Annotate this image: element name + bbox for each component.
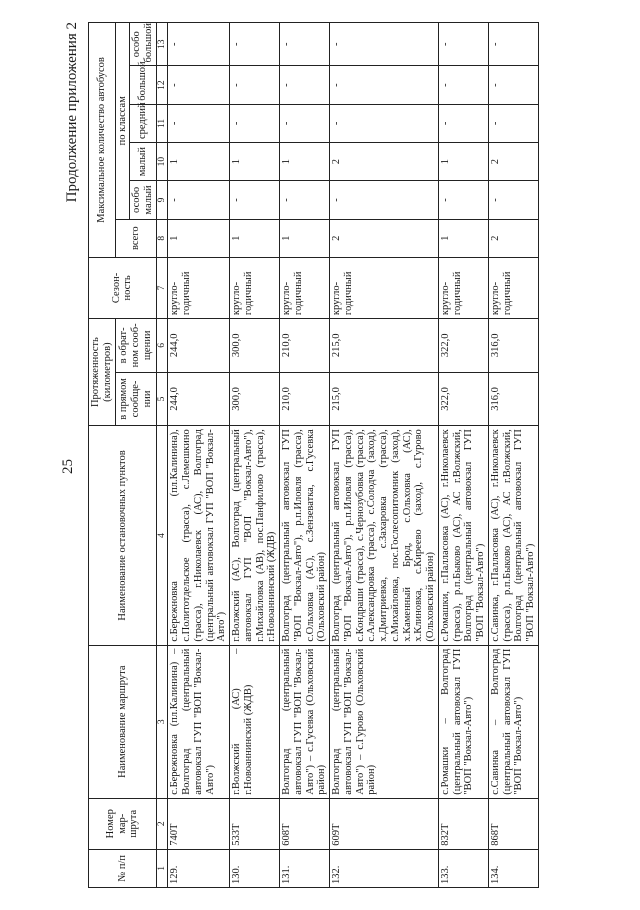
row-total: 1 [438,219,488,257]
row-class-medium: - [280,104,330,142]
row-class-medium: - [438,104,488,142]
header-num: № п/п [89,849,157,887]
col-number: 8 [156,219,168,257]
row-num: 131. [280,849,330,887]
row-class-medium: - [488,104,538,142]
table-row [438,23,488,888]
page-number: 25 [60,459,76,474]
table-row [230,23,280,888]
row-route-no: 533Т [230,798,280,849]
header-len-back: в обрат-ном сооб-щении [115,319,156,373]
table-row [330,23,439,888]
row-class-small: 1 [168,143,230,181]
row-class-small: 1 [230,143,280,181]
row-class-large: - [230,66,280,104]
row-class-medium: - [330,104,439,142]
row-class-small: 2 [488,143,538,181]
col-number: 9 [156,181,168,219]
row-route-name: Волгоград (центральный автовокзал ГУП "ВОП "Вокзал-Авто") – с.Гурово (Ольховский район) [330,645,439,798]
row-class-vsmall: - [168,181,230,219]
header-len-fwd: в прямом сообще-нии [115,372,156,426]
header-route-name: Наименование маршрута [89,645,157,798]
row-total: 1 [168,219,230,257]
col-number: 3 [156,645,168,798]
row-class-vlarge: - [438,23,488,67]
row-class-large: - [280,66,330,104]
col-number: 13 [156,23,168,67]
col-number: 4 [156,426,168,645]
row-season: кругло-годичный [168,257,230,318]
col-number: 1 [156,849,168,887]
row-class-large: - [438,66,488,104]
row-class-small: 2 [330,143,439,181]
routes-table [88,22,539,888]
header-stops: Наименование остановочных пунктов [89,426,157,645]
row-route-no: 832Т [438,798,488,849]
row-season: кругло-годичный [280,257,330,318]
row-class-small: 1 [280,143,330,181]
header-class-large: большой [130,66,157,104]
row-stops: с.Бережновка (пл.Калинина), с.Политотдельское (трасса), с.Лемешкино (трасса), г.Николаевск (АС), Волгоград (центральный автовокзал ГУП "ВОП "Вокзал-Авто") [168,426,230,645]
row-class-large: - [330,66,439,104]
row-len-back: 215,0 [330,319,439,373]
col-number: 12 [156,66,168,104]
row-route-no: 868Т [488,798,538,849]
row-len-back: 244,0 [168,319,230,373]
header-max-buses: Максимальное количество автобусов [89,23,116,258]
row-route-no: 608Т [280,798,330,849]
col-number: 2 [156,798,168,849]
continuation-note: Продолжение приложения 2 [64,22,80,203]
header-season: Сезон-ность [89,257,157,318]
row-season: кругло-годичный [230,257,280,318]
row-class-vsmall: - [438,181,488,219]
header-class-small: малый [130,143,157,181]
row-class-vlarge: - [230,23,280,67]
row-class-vsmall: - [280,181,330,219]
header-class-medium: средний [130,104,157,142]
column-number-row [156,23,168,888]
row-class-vsmall: - [330,181,439,219]
table-row [168,23,230,888]
row-len-back: 322,0 [438,319,488,373]
row-num: 134. [488,849,538,887]
col-number: 11 [156,104,168,142]
col-number: 5 [156,372,168,426]
row-len-fwd: 215,0 [330,372,439,426]
row-season: кругло-годичный [438,257,488,318]
col-number: 6 [156,319,168,373]
row-class-vlarge: - [488,23,538,67]
row-stops: Волгоград (центральный автовокзал ГУП "ВОП "Вокзал-Авто"), р.п.Иловля (трасса), с.Кондраши (трасса), с.Чернозубовка (трасса), с.Александровка (трасса), с.Солодча (заход), х.Дмитриевка, с.Захаровка (трасса), с.Михайловка, пос.Гослесопитомник (заход), х.Каменный Брод, с.Ольховка (АС), х.Клиновка, с.Киреево (заход), с.Гурово (Ольховский район) [330,426,439,645]
row-stops: с.Ромашки, г.Палласовка (АС), г.Николаевск (трасса), р.п.Быково (АС), АС г.Волжский, Волгоград (центральный автовокзал ГУП "ВОП "Вокзал-Авто") [438,426,488,645]
row-class-vlarge: - [330,23,439,67]
row-class-vsmall: - [488,181,538,219]
header-length: Протяженность (километров) [89,319,116,426]
row-len-fwd: 210,0 [280,372,330,426]
table-row [488,23,538,888]
header-total: всего [115,219,156,257]
row-stops: Волгоград (центральный автовокзал ГУП "ВОП "Вокзал-Авто"), р.п.Иловля (трасса), с.Ольховка (АС), с.Зензеватка, с.Гусевка (Ольховский район) [280,426,330,645]
row-total: 2 [330,219,439,257]
row-class-vlarge: - [168,23,230,67]
row-class-medium: - [230,104,280,142]
row-len-back: 210,0 [280,319,330,373]
row-len-fwd: 316,0 [488,372,538,426]
row-stops: г.Волжский (АС), Волгоград (центральный автовокзал ГУП "ВОП "Вокзал-Авто"), г.Михайловка (АВ), пос.Панфилово (трасса), г.Новоаннинский (ЖДВ) [230,426,280,645]
header-class-vlarge: особо большой [130,23,157,67]
row-class-large: - [488,66,538,104]
row-route-name: г.Волжский (АС) – г.Новоаннинский (ЖДВ) [230,645,280,798]
row-season: кругло-годичный [488,257,538,318]
row-len-fwd: 300,0 [230,372,280,426]
row-route-name: с.Ромашки – Волгоград (центральный автовокзал ГУП "ВОП "Вокзал-Авто") [438,645,488,798]
row-route-name: с.Бережновка (пл.Калинина) – Волгоград (центральный автовокзал ГУП "ВОП "Вокзал-Авто") [168,645,230,798]
row-len-back: 300,0 [230,319,280,373]
row-route-name: с.Савинка – Волгоград (центральный автовокзал ГУП "ВОП "Вокзал-Авто") [488,645,538,798]
row-total: 1 [230,219,280,257]
row-num: 132. [330,849,439,887]
row-stops: с.Савинка, г.Палласовка (АС), г.Николаевск (трасса), р.п.Быково (АС), АС г.Волжский, Волгоград (центральный автовокзал ГУП "ВОП "Вокзал-Авто") [488,426,538,645]
row-class-small: 1 [438,143,488,181]
header-class-vsmall: особо малый [130,181,157,219]
row-num: 129. [168,849,230,887]
row-len-fwd: 322,0 [438,372,488,426]
table-row [280,23,330,888]
row-total: 2 [488,219,538,257]
col-number: 10 [156,143,168,181]
row-route-name: Волгоград (центральный автовокзал ГУП "ВОП "Вокзал-Авто") – с.Гусевка (Ольховский район) [280,645,330,798]
header-route-no: Номер мар-шрута [89,798,157,849]
header-by-class: по классам [115,23,130,220]
row-class-vsmall: - [230,181,280,219]
row-class-medium: - [168,104,230,142]
row-total: 1 [280,219,330,257]
row-len-back: 316,0 [488,319,538,373]
row-season: кругло-годичный [330,257,439,318]
row-class-vlarge: - [280,23,330,67]
row-class-large: - [168,66,230,104]
row-route-no: 740Т [168,798,230,849]
row-route-no: 609Т [330,798,439,849]
row-num: 133. [438,849,488,887]
row-num: 130. [230,849,280,887]
row-len-fwd: 244,0 [168,372,230,426]
col-number: 7 [156,257,168,318]
